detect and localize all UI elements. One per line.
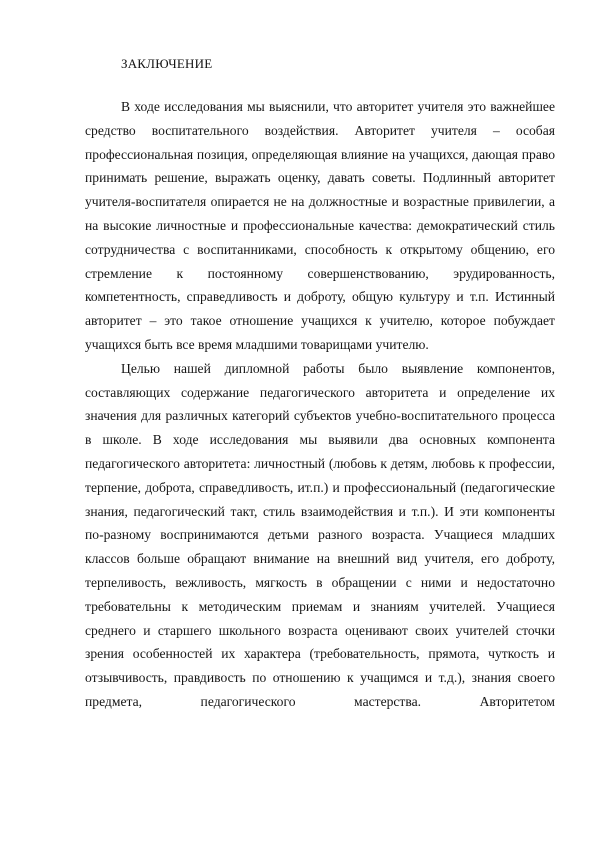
document-body — [85, 95, 555, 714]
body-paragraph-1: В ходе исследования мы выяснили, что авторитет учителя это важнейшее средство воспитательного воздействия. Авторитет учителя – особая профессиональная позиция, определяющая влияние на учащихся, дающая право принимать решение, выражать оценку, давать советы. Подлинный авторитет учителя-воспитателя опирается не на должностные и возрастные привилегии, а на высокие личностные и профессиональные качества: демократический стиль сотрудничества с воспитанниками, способность к открытому общению, его стремление к постоянному совершенствованию, эрудированность, компетентность, справедливость и доброту, общую культуру и т.п. Истинный авторитет – это такое отношение учащихся к учителю, которое побуждает учащихся быть все время младшими товарищами учителю. — [85, 99, 555, 352]
body-paragraph-2: Целью нашей дипломной работы было выявление компонентов, составляющих содержание педагогического авторитета и определение их значения для различных категорий субъектов учебно-воспитательного процесса в школе. В ходе исследования мы выявили два основных компонента педагогического авторитета: личностный (любовь к детям, любовь к профессии, терпение, доброта, справедливость, ит.п.) и профессиональный (педагогические знания, педагогический такт, стиль взаимодействия и т.п.). И эти компоненты по-разному воспринимаются детьми разного возраста. Учащиеся младших классов больше обращают внимание на внешний вид учителя, его доброту, терпеливость, вежливость, мягкость в обращении с ними и недостаточно требовательны к методическим приемам и знаниям учителей. Учащиеся среднего и старшего школьного возраста оценивают своих учителей сточки зрения особенностей их характера (требовательность, прямота, чуткость и отзывчивость, правдивость по отношению к учащимся и т.д.), знания своего предмета, педагогического мастерства. Авторитетом — [85, 360, 555, 709]
document-heading: ЗАКЛЮЧЕНИЕ — [121, 56, 213, 71]
